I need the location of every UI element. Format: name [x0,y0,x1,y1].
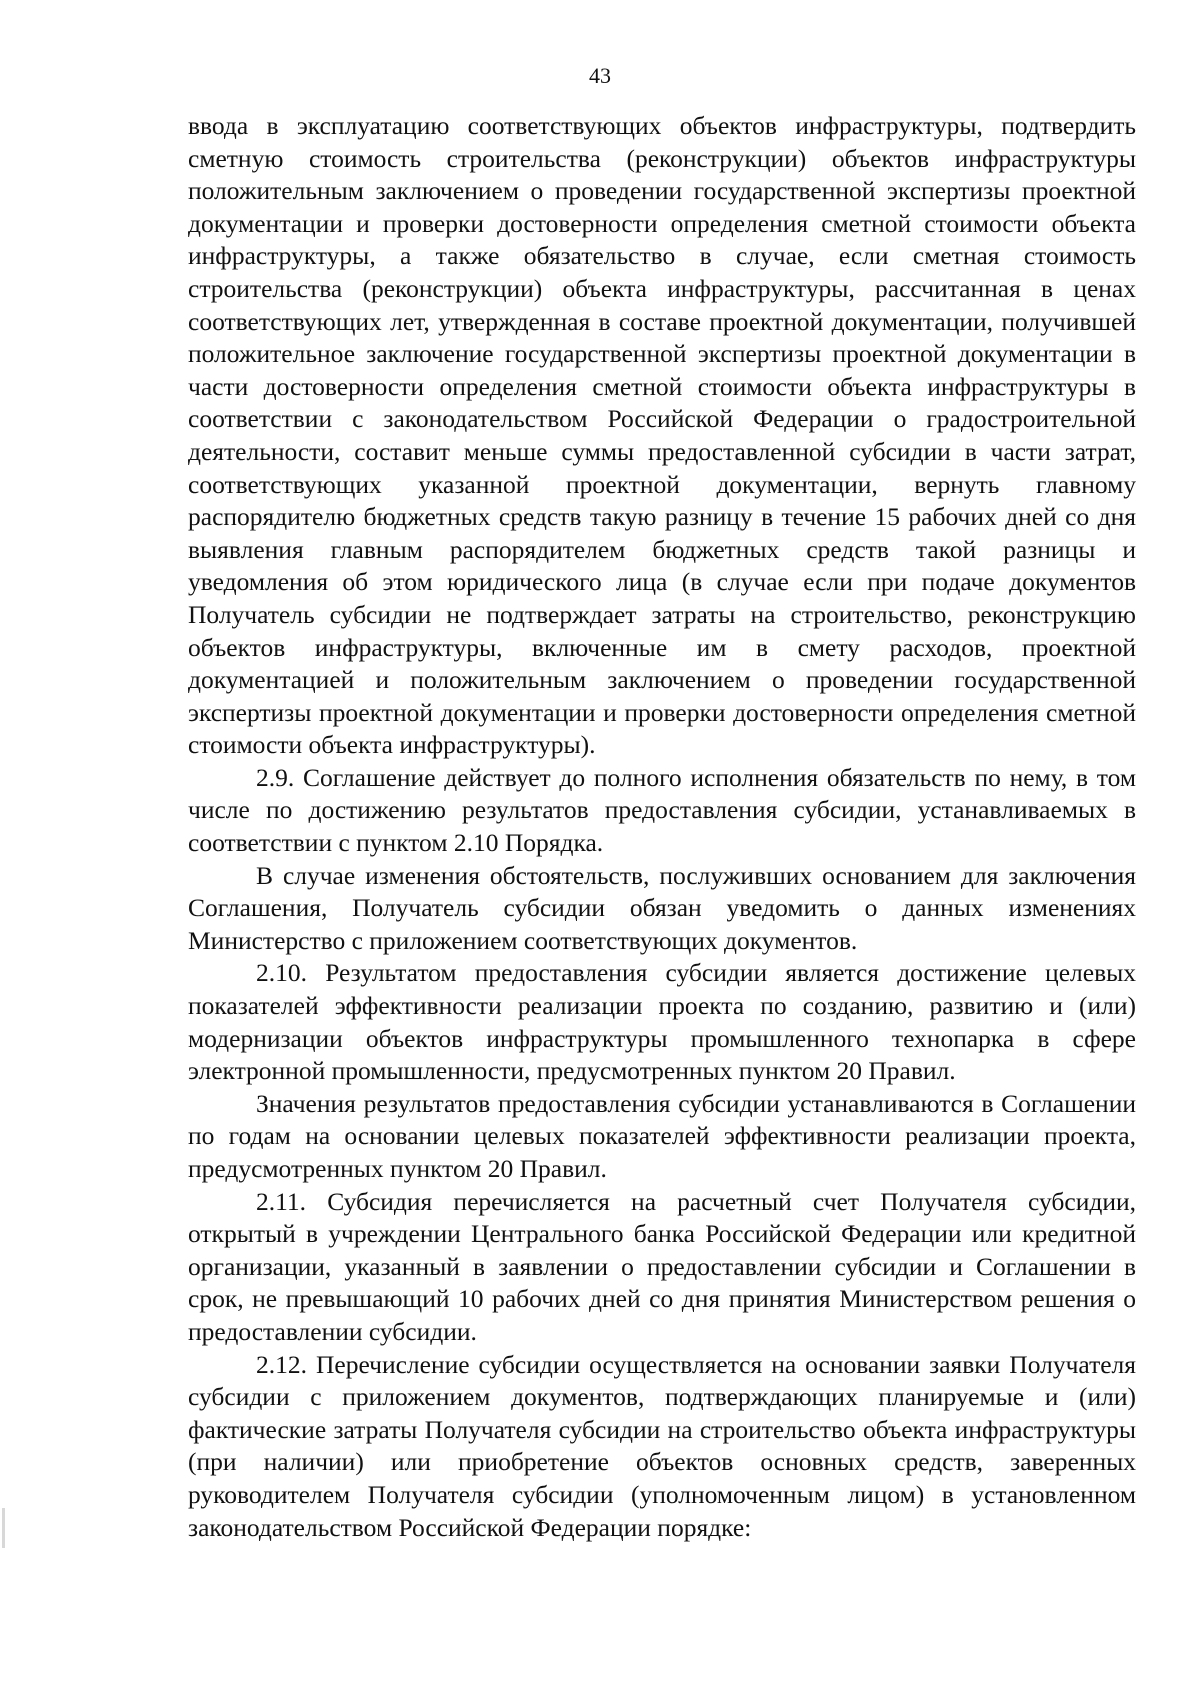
page-number: 43 [589,63,611,88]
paragraph-2-12: 2.12. Перечисление субсидии осуществляется на основании заявки Получателя субсидии с приложением документов, подтверждающих планируемые и (или) фактические затраты Получателя субсидии на строительство объекта инфраструктуры (при наличии) или приобретение объектов основных средств, заверенных руководителем Получателя субсидии (уполномоченным лицом) в установленном законодательством Российской Федерации порядке: [188,1349,1136,1542]
scan-edge-mark [2,1508,5,1548]
paragraph-continuation: ввода в эксплуатацию соответствующих объектов инфраструктуры, подтвердить сметную стоимость строительства (реконструкции) объектов инфраструктуры положительным заключением о проведении государственной экспертизы проектной документации и проверки достоверности определения сметной стоимости объекта инфраструктуры, а также обязательство в случае, если сметная стоимость строительства (реконструкции) объекта инфраструктуры, рассчитанная в ценах соответствующих лет, утвержденная в составе проектной документации, получившей положительное заключение государственной экспертизы проектной документации в части достоверности определения сметной стоимости объекта инфраструктуры в соответствии с законодательством Российской Федерации о градостроительной деятельности, составит меньше суммы предоставленной субсидии в части затрат, соответствующих указанной проектной документации, вернуть главному распорядителю бюджетных средств такую разницу в течение 15 рабочих дней со дня выявления главным распорядителем бюджетных средств такой разницы и уведомления об этом юридического лица (в случае если при подаче документов Получатель субсидии не подтверждает затраты на строительство, реконструкцию объектов инфраструктуры, включенные им в смету расходов, проектной документацией и положительным заключением о проведении государственной экспертизы проектной документации и проверки достоверности определения сметной стоимости объекта инфраструктуры). [188,111,1136,760]
paragraph-2-9-change: В случае изменения обстоятельств, послуживших основанием для заключения Соглашения, Получатель субсидии обязан уведомить о данных изменениях Министерство с приложением соответствующих документов. [188,860,1136,955]
paragraph-2-10: 2.10. Результатом предоставления субсидии является достижение целевых показателей эффективности реализации проекта по созданию, развитию и (или) модернизации объектов инфраструктуры промышленного технопарка в сфере электронной промышленности, предусмотренных пунктом 20 Правил. [188,958,1136,1086]
document-body [188,110,1136,1544]
paragraph-2-11: 2.11. Субсидия перечисляется на расчетный счет Получателя субсидии, открытый в учреждении Центрального банка Российской Федерации или кредитной организации, указанный в заявлении о предоставлении субсидии и Соглашении в срок, не превышающий 10 рабочих дней со дня принятия Министерством решения о предоставлении субсидии. [188,1186,1136,1346]
paragraph-2-10-values: Значения результатов предоставления субсидии устанавливаются в Соглашении по годам на основании целевых показателей эффективности реализации проекта, предусмотренных пунктом 20 Правил. [188,1088,1136,1183]
paragraph-2-9: 2.9. Соглашение действует до полного исполнения обязательств по нему, в том числе по достижению результатов предоставления субсидии, устанавливаемых в соответствии с пунктом 2.10 Порядка. [188,762,1136,858]
